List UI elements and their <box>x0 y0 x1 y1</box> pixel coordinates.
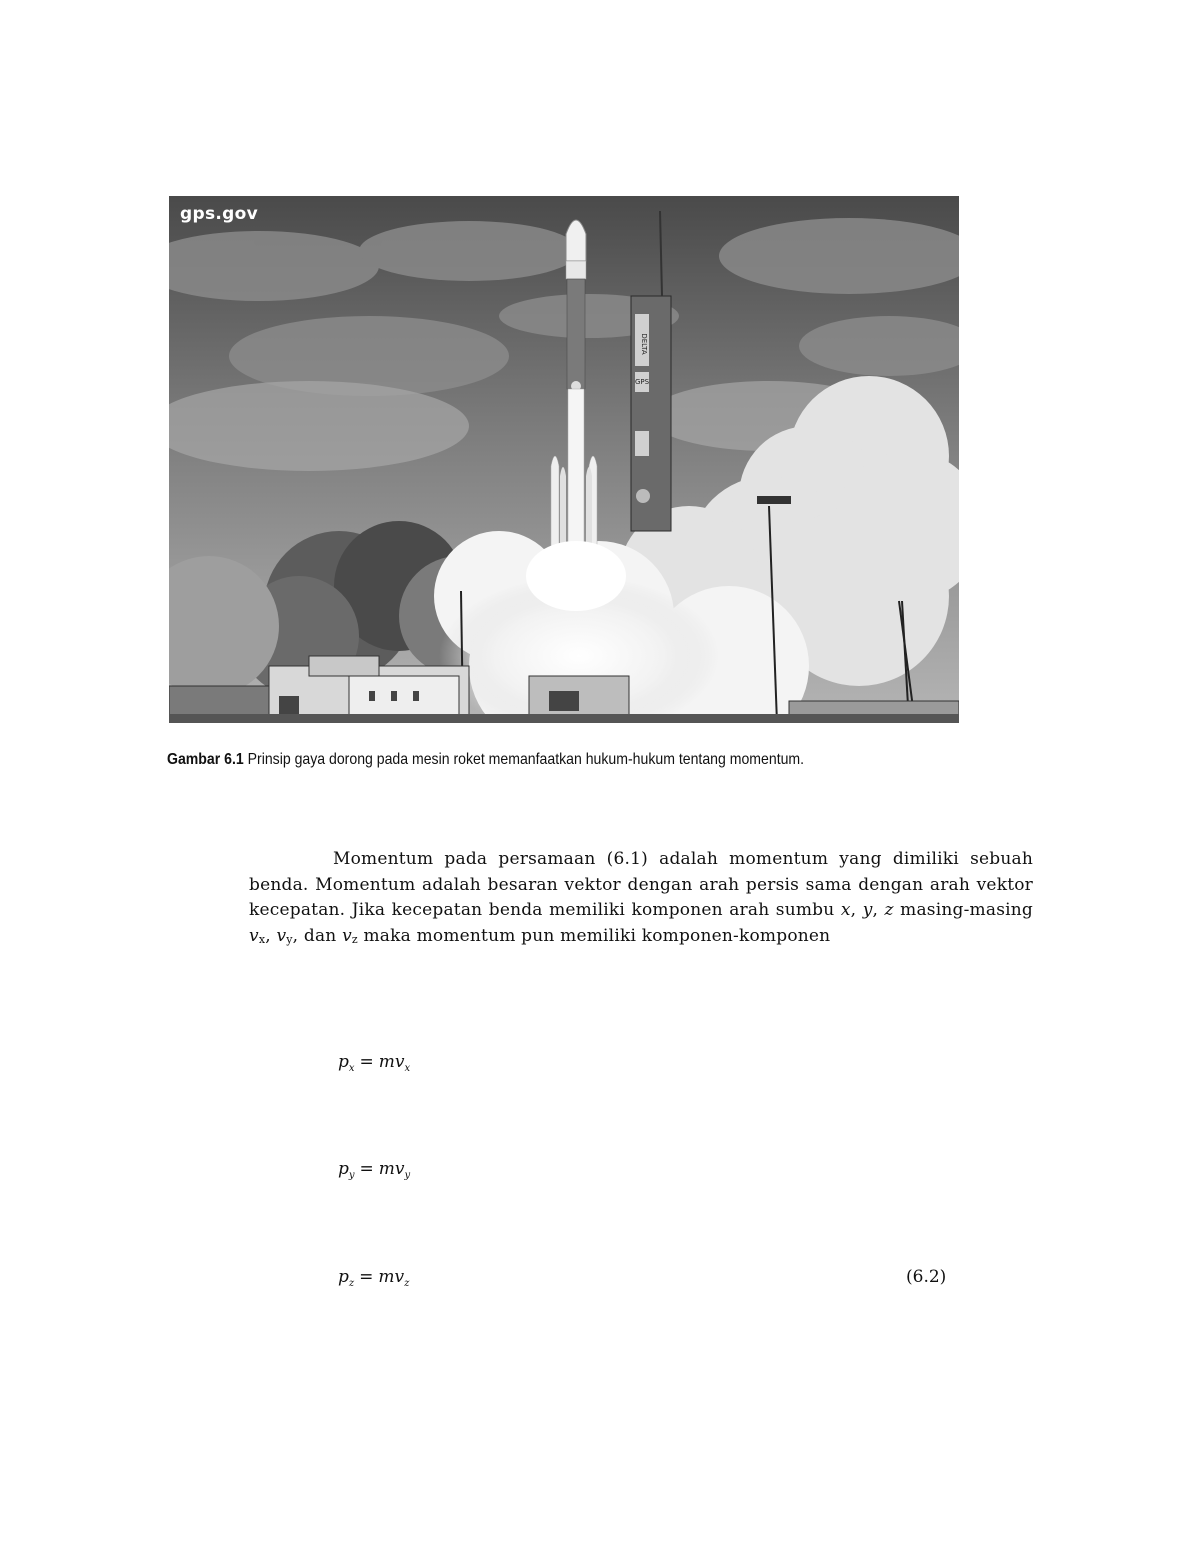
caption-text: Prinsip gaya dorong pada mesin roket memanfaatkan hukum-hukum tentang momentum. <box>247 751 805 768</box>
body-paragraph <box>249 847 1033 949</box>
eq-equals: = <box>359 1052 374 1072</box>
eq-rhs-sub: z <box>404 1278 410 1289</box>
figure-caption <box>167 751 959 769</box>
equation-pz <box>338 1267 409 1287</box>
delta-text: DELTA <box>640 333 648 355</box>
velocity-sub-y: y <box>286 932 293 946</box>
velocity-sub-z: z <box>351 932 358 946</box>
velocity-symbol-3: v <box>342 925 352 946</box>
eq-lhs-sub: y <box>348 1170 355 1181</box>
eq-lhs: p <box>338 1052 349 1072</box>
rocket-launch-illustration <box>169 196 959 723</box>
para-sep-3: , <box>265 925 277 946</box>
eq-rhs-sub: x <box>404 1063 411 1074</box>
eq-rhs: mv <box>378 1267 405 1287</box>
watermark-text: gps.gov <box>180 204 258 224</box>
caption-label: Gambar 6.1 <box>167 751 244 768</box>
velocity-symbol-2: v <box>276 925 287 946</box>
para-text-2: masing-masing <box>893 900 1033 921</box>
para-text-4: maka momentum pun memiliki komponen-komponen <box>357 925 831 946</box>
eq-lhs: p <box>338 1159 349 1179</box>
axis-y: y <box>862 900 873 921</box>
equation-number: (6.2) <box>906 1267 947 1287</box>
eq-lhs: p <box>338 1267 349 1287</box>
para-text-1: Momentum pada persamaan (6.1) adalah momentum yang dimiliki sebuah benda. Momentum adalah besaran vektor dengan arah persis sama dengan arah vektor kecepatan. Jika kecepatan benda memiliki komponen arah sumbu <box>249 849 1033 921</box>
axis-z: z <box>884 900 894 921</box>
para-sep-1: , <box>850 900 863 921</box>
eq-lhs-sub: z <box>348 1278 355 1289</box>
velocity-sub-x: x <box>258 932 266 946</box>
eq-equals: = <box>359 1267 374 1287</box>
eq-rhs-sub: y <box>404 1170 411 1181</box>
equation-px <box>338 1052 410 1072</box>
eq-rhs: mv <box>378 1159 405 1179</box>
gps-text: GPS <box>634 378 650 386</box>
para-sep-2: , <box>872 900 885 921</box>
eq-equals: = <box>359 1159 374 1179</box>
velocity-symbol: v <box>249 925 259 946</box>
para-text-3: , dan <box>292 925 343 946</box>
eq-rhs: mv <box>378 1052 405 1072</box>
rocket-launch-photo <box>169 196 959 723</box>
eq-lhs-sub: x <box>348 1063 355 1074</box>
equation-py <box>338 1159 410 1179</box>
axis-x: x <box>840 900 851 921</box>
